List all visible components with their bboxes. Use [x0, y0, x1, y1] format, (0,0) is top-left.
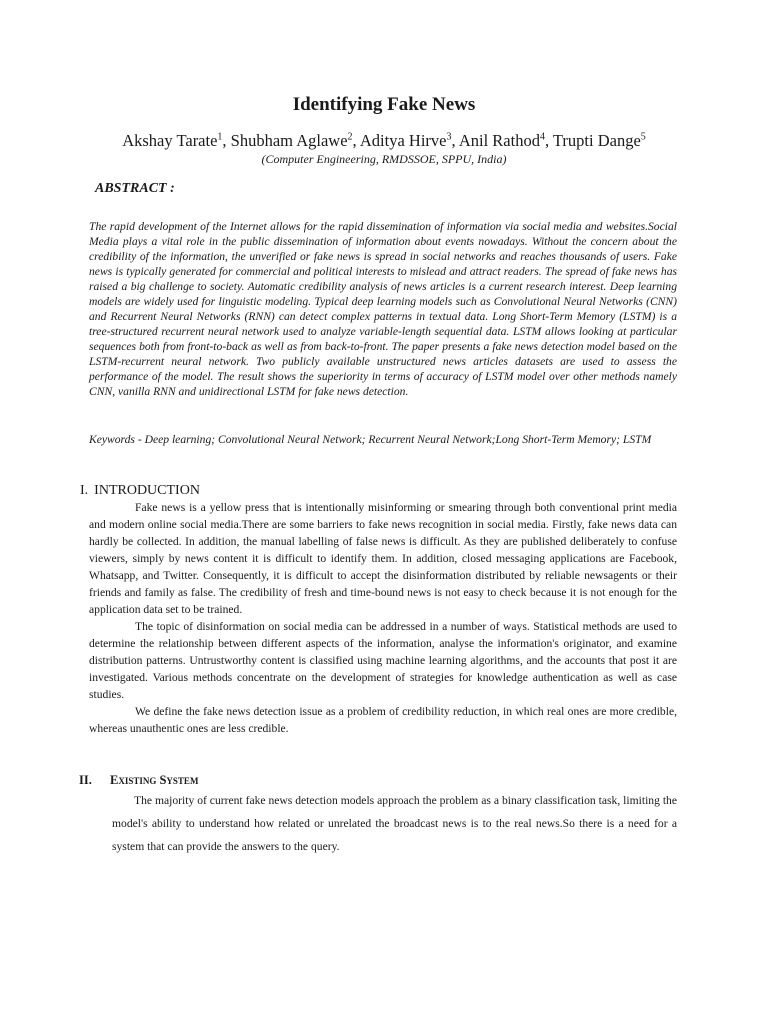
author-list: Akshay Tarate$^1$, Shubham Aglawe$^2$, Aditya Hirve$^3$, Anil Rathod$^4$, Trupti Dange$^5$	[122, 131, 646, 150]
author-affiliation-mark: 1	[217, 131, 223, 143]
section-title: INTRODUCTION	[94, 483, 200, 498]
author-name: Anil Rathod	[458, 131, 540, 150]
author-affiliation-mark: 5	[640, 131, 646, 143]
author-affiliation-mark: 2	[347, 131, 353, 143]
author-affiliation: (Computer Engineering, RMDSSOE, SPPU, India)	[261, 152, 507, 166]
author-affiliation-mark: 3	[446, 131, 452, 143]
author-name: Aditya Hirve	[359, 131, 447, 150]
paragraph: We define the fake news detection issue as a problem of credibility reduction, in which real ones are more credible, whereas unauthentic ones are less credible.	[89, 705, 677, 735]
section-heading-existing-system	[79, 773, 198, 788]
paragraph: The topic of disinformation on social media can be addressed in a number of ways. Statistical methods are used to determine the relationship between different aspects of the information, analyse the information's originator, and examine distribution patterns. Untrustworthy content is classified using machine learning algorithms, and the accounts that post it are investigated. Various methods concentrate on the development of strategies for knowledge authentication as well as case studies.	[89, 620, 677, 701]
paper-title: Identifying Fake News	[292, 94, 476, 115]
section-number: II.	[79, 773, 92, 787]
author-affiliation-mark: 4	[539, 131, 545, 143]
paragraph: Fake news is a yellow press that is intentionally misinforming or smearing through both conventional print media and modern online social media.There are some barriers to fake news recognition in social media. Firstly, fake news data can hardly be collected. In addition, the manual labelling of false news is difficult. As they are published deliberately to confuse viewers, simply by news content it is difficult to identify them. In addition, closed messaging applications are Facebook, Whatsapp, and Twitter. Consequently, it is difficult to accept the disinformation distributed by reliable newsagents or their friends and family as false. The credibility of fresh and time-bound news is not easy to check because it is not enough for the application data set to be trained.	[89, 501, 677, 616]
section-body-existing-system: The majority of current fake news detection models approach the problem as a binary classification task, limiting the model's ability to understand how related or unrelated the broadcast news is to the real news.So there is a need for a system that can provide the answers to the query.	[112, 794, 677, 853]
section-heading-introduction	[80, 483, 200, 499]
author-name: Akshay Tarate	[122, 131, 218, 150]
abstract-body: The rapid development of the Internet allows for the rapid dissemination of information via social media and websites.Social Media plays a vital role in the public dissemination of information about events nowadays. Without the concern about the credibility of the information, the unverified or fake news is spread in social networks and reaches thousands of users. Fake news is typically generated for commercial and political interests to mislead and attract readers. The spread of fake news has raised a big challenge to society. Automatic credibility analysis of news articles is a current research interest. Deep learning models are widely used for linguistic modeling. Typical deep learning models such as Convolutional Neural Networks (CNN) and Recurrent Neural Networks (RNN) can detect complex patterns in textual data. Long Short-Term Memory (LSTM) is a tree-structured recurrent neural network used to analyze variable-length sequential data. LSTM allows looking at particular sequences both from front-to-back as well as from back-to-front. The paper presents a fake news detection model based on the LSTM-recurrent neural network. Two publicly available unstructured news articles datasets are used to assess the performance of the model. The result shows the superiority in terms of accuracy of LSTM model over other methods namely CNN, vanilla RNN and unidirectional LSTM for fake news detection.	[89, 220, 677, 398]
author-name: Shubham Aglawe	[230, 131, 348, 150]
section-body-introduction	[89, 499, 677, 737]
section-title: Existing System	[110, 773, 199, 787]
section-number: I.	[80, 483, 89, 498]
abstract-heading: ABSTRACT :	[95, 181, 175, 196]
keywords: Keywords - Deep learning; Convolutional Neural Network; Recurrent Neural Network;Long Short-Term Memory; LSTM	[89, 433, 652, 446]
author-name: Trupti Dange	[552, 131, 641, 150]
